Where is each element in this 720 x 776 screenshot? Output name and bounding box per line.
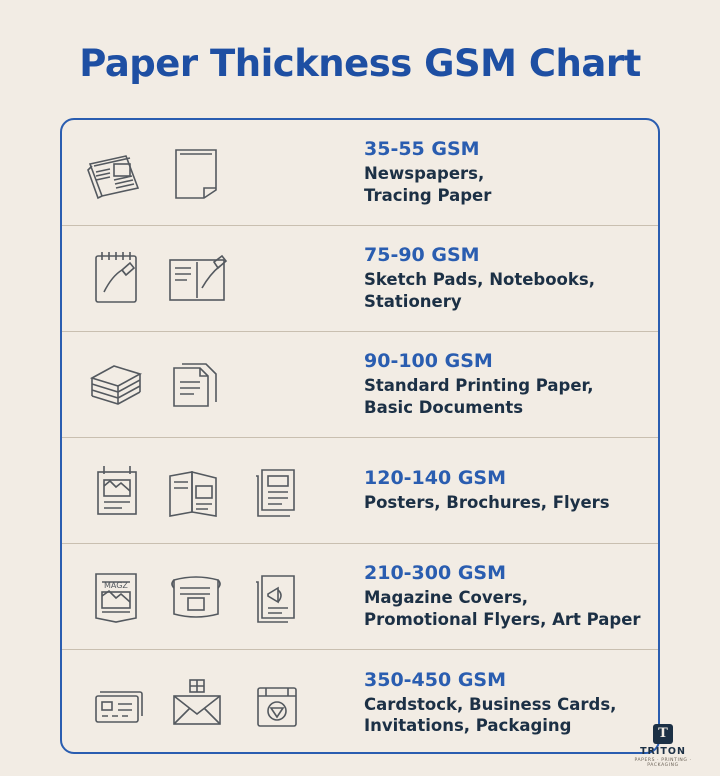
row-texts — [360, 350, 658, 418]
gsm-description — [364, 269, 658, 313]
row-icons — [80, 666, 360, 740]
brand-mark-icon: T — [653, 724, 673, 744]
paper-ream-stack-icon — [80, 348, 154, 422]
table-row — [62, 120, 658, 226]
desc-line: Promotional Flyers, Art Paper — [364, 609, 641, 629]
page-title: Paper Thickness GSM Chart — [79, 42, 641, 85]
gsm-range: 120-140 GSM — [364, 467, 507, 490]
svg-text:MAGZ: MAGZ — [104, 580, 128, 590]
desc-line: Invitations, Packaging — [364, 716, 572, 736]
brand-name: TRITON — [640, 746, 686, 757]
row-texts — [360, 244, 658, 312]
gsm-chart-card — [60, 118, 660, 754]
table-row — [62, 650, 658, 754]
row-icons — [80, 454, 360, 528]
gsm-description — [364, 163, 658, 207]
desc-line: Standard Printing Paper, — [364, 376, 594, 396]
row-texts — [360, 138, 658, 206]
desc-line: Basic Documents — [364, 397, 524, 417]
gsm-description — [364, 375, 658, 419]
packaging-box-icon — [240, 666, 314, 740]
row-icons — [80, 136, 360, 210]
desc-line: Stationery — [364, 291, 462, 311]
brand-logo — [628, 724, 698, 768]
row-icons — [80, 348, 360, 422]
desc-line: Newspapers, — [364, 164, 485, 184]
gsm-range: 210-300 GSM — [364, 562, 507, 585]
gsm-description — [364, 492, 658, 514]
gsm-range: 350-450 GSM — [364, 668, 507, 691]
table-row — [62, 226, 658, 332]
row-icons — [80, 242, 360, 316]
desc-line: Posters, Brochures, Flyers — [364, 492, 610, 512]
gsm-range: 90-100 GSM — [364, 350, 493, 373]
desc-line: Tracing Paper — [364, 185, 492, 205]
gsm-description — [364, 694, 658, 738]
table-row — [62, 332, 658, 438]
spiral-sketchpad-pencil-icon — [80, 242, 154, 316]
flyer-stack-icon — [240, 454, 314, 528]
desc-line: Magazine Covers, — [364, 588, 529, 608]
brand-tagline: PAPERS · PRINTING · PACKAGING — [634, 758, 692, 768]
row-texts — [360, 669, 658, 737]
newspaper-stack-icon — [80, 136, 154, 210]
desc-line: Cardstock, Business Cards, — [364, 694, 617, 714]
gsm-range: 35-55 GSM — [364, 138, 480, 161]
row-icons — [80, 560, 360, 634]
hanging-poster-icon — [80, 454, 154, 528]
document-sheets-icon — [160, 348, 234, 422]
business-cards-icon — [80, 666, 154, 740]
megaphone-flyer-icon — [240, 560, 314, 634]
table-row — [62, 438, 658, 544]
row-texts — [360, 467, 658, 514]
open-brochure-icon — [160, 454, 234, 528]
row-texts — [360, 562, 658, 630]
gsm-description — [364, 587, 658, 631]
tracing-paper-sheet-icon — [160, 136, 234, 210]
open-notebook-pen-icon — [160, 242, 234, 316]
magazine-cover-icon — [80, 560, 154, 634]
gsm-range: 75-90 GSM — [364, 244, 480, 267]
invitation-envelope-icon — [160, 666, 234, 740]
table-row — [62, 544, 658, 650]
desc-line: Sketch Pads, Notebooks, — [364, 270, 595, 290]
rolled-promo-poster-icon — [160, 560, 234, 634]
